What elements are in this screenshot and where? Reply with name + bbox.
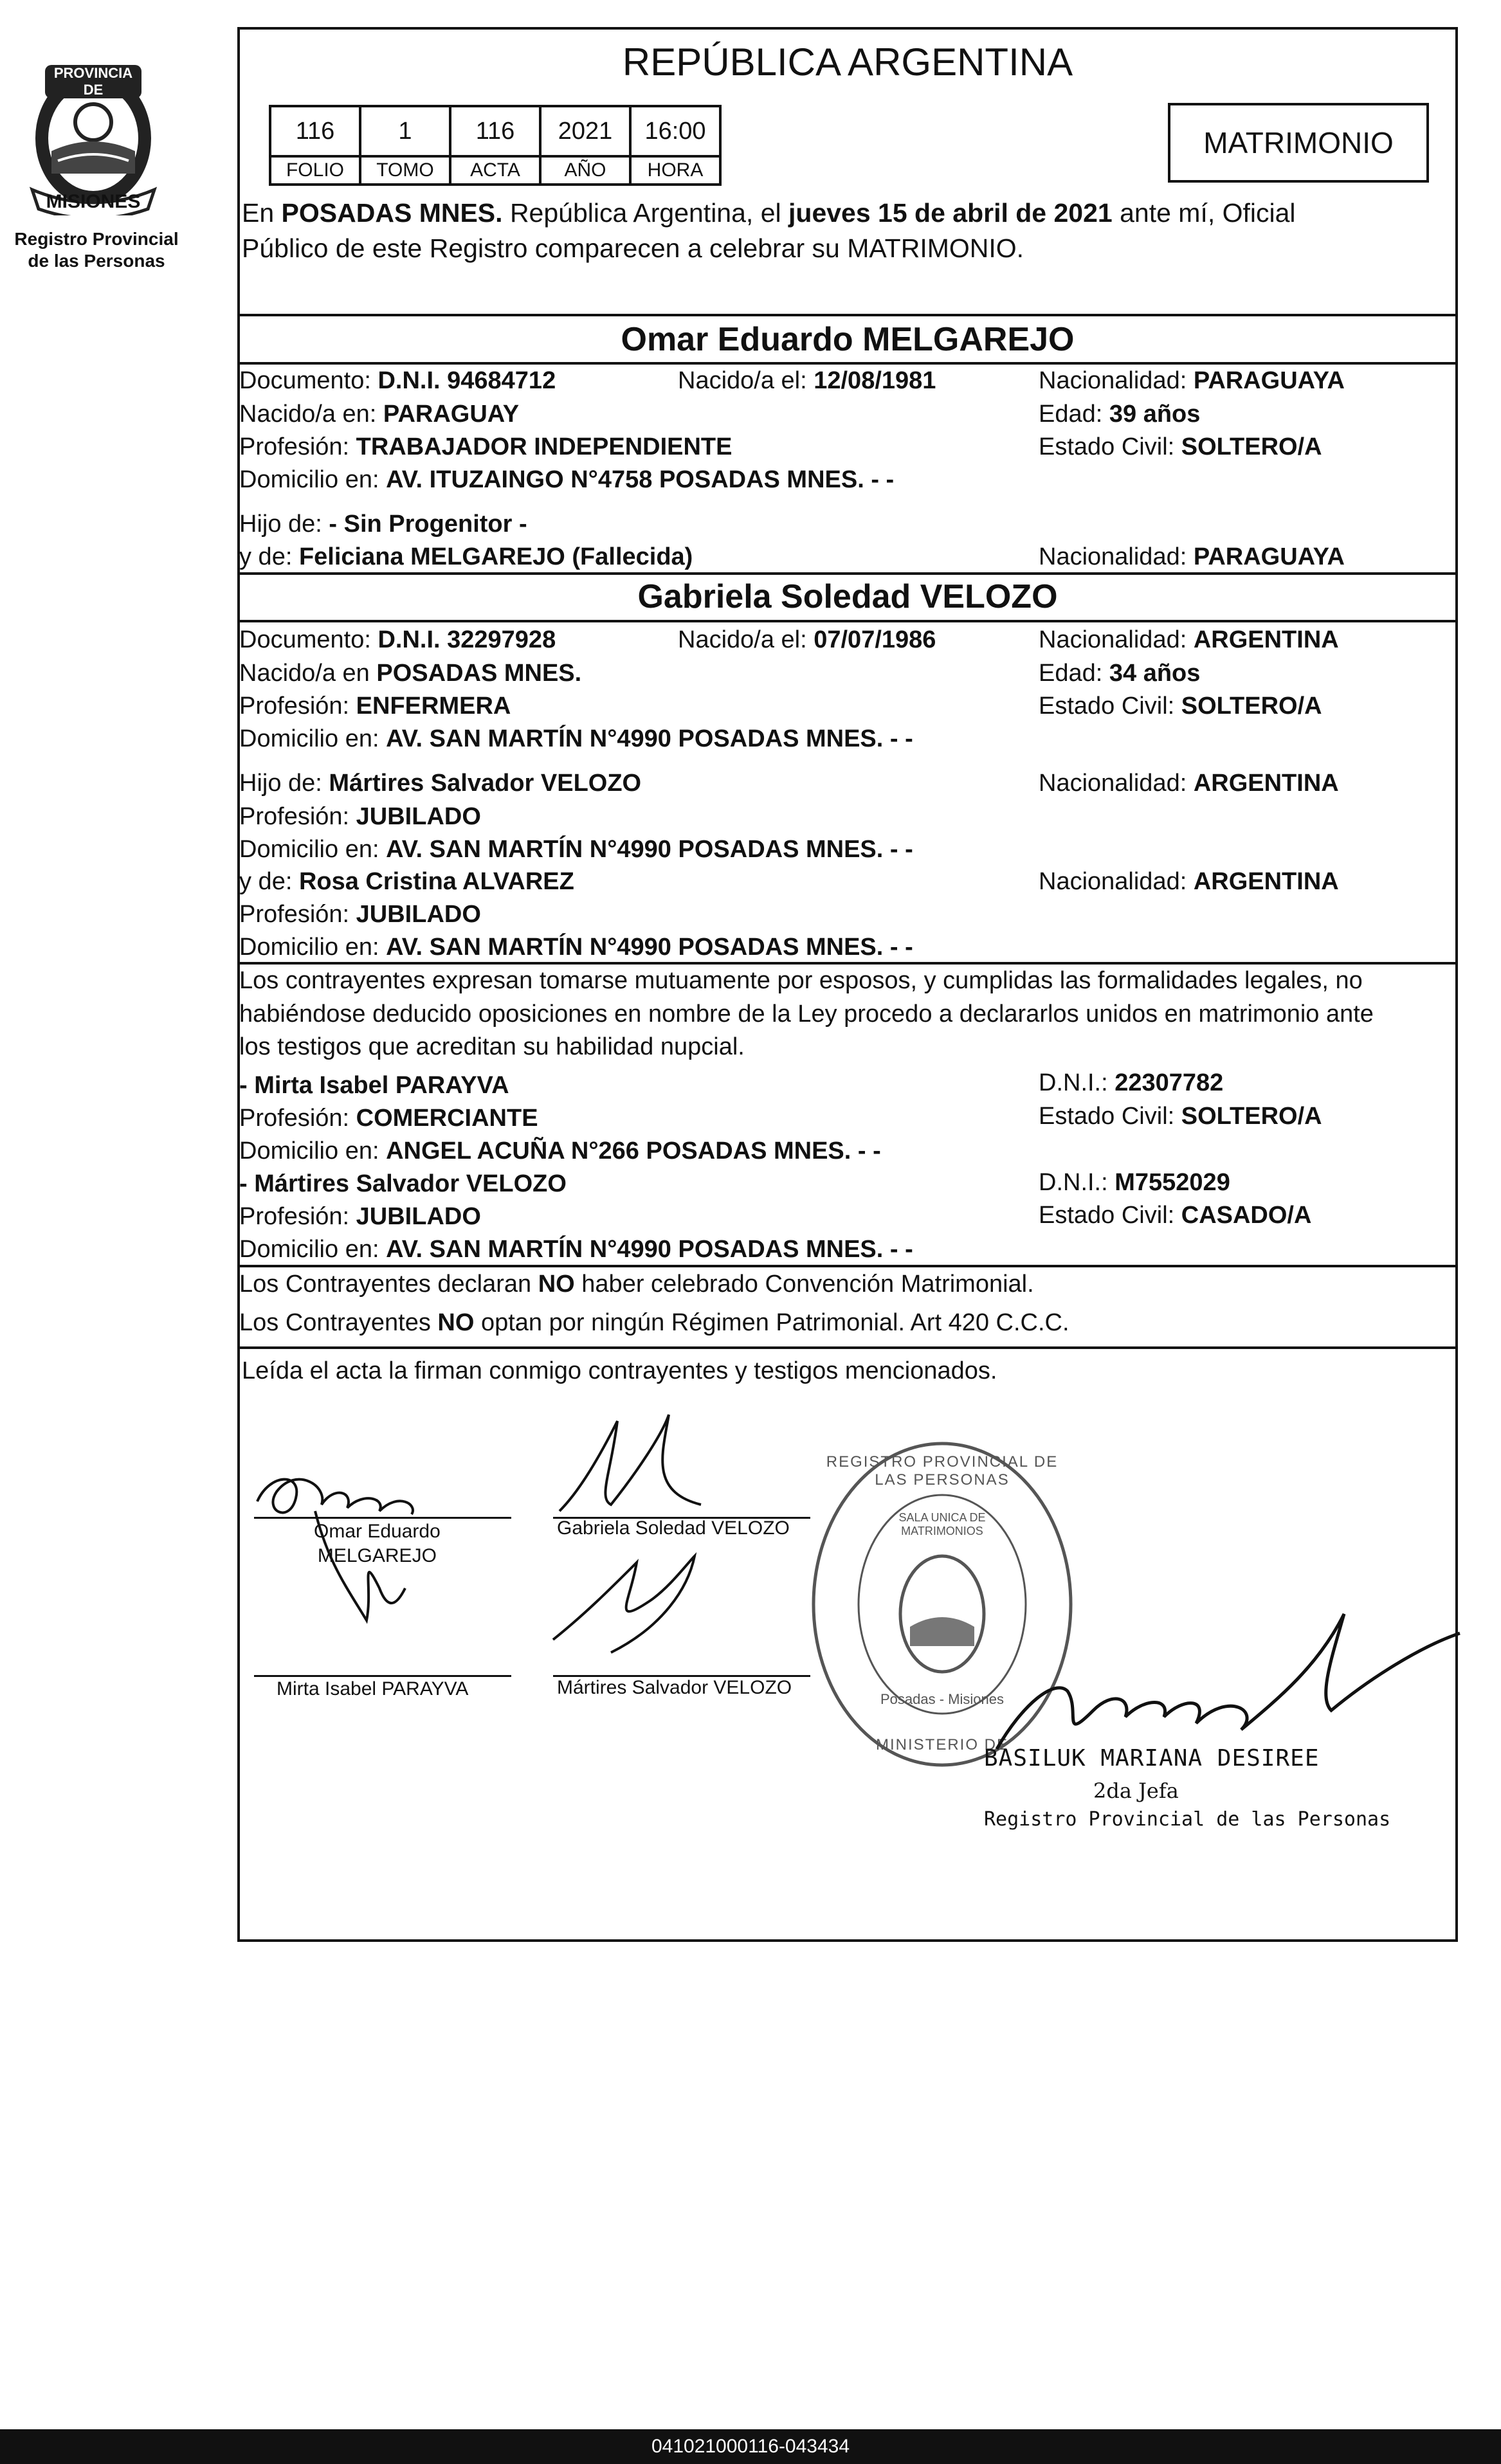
officer-role: 2da Jefa (1093, 1779, 1179, 1803)
witness2-civil-status: Estado Civil: CASADO/A (1039, 1202, 1312, 1229)
hora-value: 16:00 (630, 106, 720, 156)
spouse2-nationality: Nacionalidad: ARGENTINA (1039, 626, 1339, 653)
spouse1-birthplace: Nacido/a en: PARAGUAY (239, 401, 520, 428)
witness2-address: Domicilio en: AV. SAN MARTÍN N°4990 POSADAS MNES. - - (239, 1236, 913, 1263)
officer-org: Registro Provincial de las Personas (984, 1808, 1391, 1831)
divider (237, 362, 1458, 365)
spouse2-father-profession: Profesión: JUBILADO (239, 803, 481, 830)
spouse2-document: Documento: D.N.I. 32297928 (239, 626, 556, 653)
stamp-city: Posadas - Misiones (880, 1691, 1004, 1707)
folio-value: 116 (270, 106, 360, 156)
spouse1-mother: y de: Feliciana MELGAREJO (Fallecida) (239, 543, 693, 570)
acta-value: 116 (450, 106, 540, 156)
divider (237, 620, 1458, 622)
divider (237, 1265, 1458, 1267)
spouse1-document: Documento: D.N.I. 94684712 (239, 367, 556, 394)
document-code: 041021000116-043434 (651, 2436, 850, 2457)
spouse2-address: Domicilio en: AV. SAN MARTÍN N°4990 POSADAS MNES. - - (239, 725, 913, 752)
witness1-address: Domicilio en: ANGEL ACUÑA N°266 POSADAS MNES. - - (239, 1137, 881, 1164)
officer-signature-scribble (984, 1601, 1466, 1768)
closing-text: Leída el acta la firman conmigo contrayentes y testigos mencionados. (242, 1357, 997, 1384)
spouse2-name: Gabriela Soledad VELOZO (637, 578, 1058, 615)
document-code-bar (0, 2429, 1501, 2464)
stamp-bottom-text: MINISTERIO DE (875, 1736, 1008, 1753)
declaration-line1: Los contrayentes expresan tomarse mutuamente por esposos, y cumplidas las formalidades legales, no (239, 967, 1363, 994)
divider (237, 572, 1458, 575)
officer-name: BASILUK MARIANA DESIREE (984, 1745, 1320, 1771)
spouse2-birthplace: Nacido/a en POSADAS MNES. (239, 660, 582, 687)
spouse2-father-nationality: Nacionalidad: ARGENTINA (1039, 770, 1339, 797)
spouse2-father-address: Domicilio en: AV. SAN MARTÍN N°4990 POSADAS MNES. - - (239, 836, 913, 863)
spouse1-civil-status: Estado Civil: SOLTERO/A (1039, 433, 1322, 460)
signature-label-witness2: Mártires Salvador VELOZO (557, 1677, 792, 1698)
org-name-line2: de las Personas (28, 251, 165, 271)
declaration-line3: los testigos que acreditan su habilidad nupcial. (239, 1033, 745, 1060)
signature-label-spouse1: Omar Eduardo MELGAREJO (314, 1521, 441, 1566)
tomo-label: TOMO (360, 156, 450, 185)
spouse1-birthdate: Nacido/a el: 12/08/1981 (678, 367, 936, 394)
spouse1-age: Edad: 39 años (1039, 401, 1201, 428)
hora-label: HORA (630, 156, 720, 185)
spouse1-name: Omar Eduardo MELGAREJO (621, 321, 1075, 358)
spouse1-profession: Profesión: TRABAJADOR INDEPENDIENTE (239, 433, 732, 460)
stamp-outer-text: REGISTRO PROVINCIAL DE LAS PERSONAS (826, 1453, 1059, 1489)
folio-label: FOLIO (270, 156, 360, 185)
spouse2-birthdate: Nacido/a el: 07/07/1986 (678, 626, 936, 653)
spouse2-mother-profession: Profesión: JUBILADO (239, 901, 481, 928)
ano-value: 2021 (540, 106, 630, 156)
spouse2-age: Edad: 34 años (1039, 660, 1201, 687)
spouse1-address: Domicilio en: AV. ITUZAINGO N°4758 POSADAS MNES. - - (239, 466, 895, 493)
divider (237, 314, 1458, 316)
signature-line (254, 1517, 511, 1519)
note-convention: Los Contrayentes declaran NO haber celebrado Convención Matrimonial. (239, 1271, 1034, 1298)
divider (237, 962, 1458, 965)
province-logo (19, 55, 167, 215)
signature-line (254, 1675, 511, 1677)
ano-label: AÑO (540, 156, 630, 185)
spouse2-mother: y de: Rosa Cristina ALVAREZ (239, 868, 574, 895)
witness2-dni: D.N.I.: M7552029 (1039, 1169, 1230, 1196)
declaration-line2: habiéndose deducido oposiciones en nombre de la Ley procedo a declararlos unidos en matrimonio ante (239, 1001, 1374, 1028)
logo-arc-text: PROVINCIA DE (45, 65, 141, 98)
spouse2-mother-nationality: Nacionalidad: ARGENTINA (1039, 868, 1339, 895)
acta-label: ACTA (450, 156, 540, 185)
witness1-profession: Profesión: COMERCIANTE (239, 1105, 538, 1132)
document-title: REPÚBLICA ARGENTINA (622, 41, 1073, 84)
spouse1-mother-nationality: Nacionalidad: PARAGUAYA (1039, 543, 1345, 570)
logo-banner-text: MISIONES (46, 191, 141, 212)
stamp-inner-text: SALA UNICA DE MATRIMONIOS (898, 1511, 986, 1537)
act-type-box: MATRIMONIO (1168, 103, 1429, 183)
witness1-civil-status: Estado Civil: SOLTERO/A (1039, 1103, 1322, 1130)
tomo-value: 1 (360, 106, 450, 156)
signature-label-spouse2: Gabriela Soledad VELOZO (557, 1517, 790, 1539)
witness2-name: - Mártires Salvador VELOZO (239, 1170, 567, 1197)
witness1-name: - Mirta Isabel PARAYVA (239, 1072, 509, 1099)
witness1-dni: D.N.I.: 22307782 (1039, 1069, 1224, 1096)
org-name-line1: Registro Provincial (14, 229, 179, 249)
note-regime: Los Contrayentes NO optan por ningún Régimen Patrimonial. Art 420 C.C.C. (239, 1309, 1069, 1336)
org-name (0, 228, 193, 272)
spouse2-father: Hijo de: Mártires Salvador VELOZO (239, 770, 642, 797)
signature-label-witness1: Mirta Isabel PARAYVA (277, 1678, 469, 1699)
spouse1-father: Hijo de: - Sin Progenitor - (239, 511, 527, 538)
registry-table (269, 105, 722, 186)
intro-line2: Público de este Registro comparecen a celebrar su MATRIMONIO. (242, 233, 1024, 263)
witness2-profession: Profesión: JUBILADO (239, 1203, 481, 1230)
spouse2-profession: Profesión: ENFERMERA (239, 693, 511, 720)
spouse2-mother-address: Domicilio en: AV. SAN MARTÍN N°4990 POSADAS MNES. - - (239, 934, 913, 961)
intro-line1: En POSADAS MNES. República Argentina, el jueves 15 de abril de 2021 ante mí, Oficial (242, 198, 1296, 228)
divider (237, 1346, 1458, 1349)
spouse1-nationality: Nacionalidad: PARAGUAYA (1039, 367, 1345, 394)
spouse2-civil-status: Estado Civil: SOLTERO/A (1039, 693, 1322, 720)
